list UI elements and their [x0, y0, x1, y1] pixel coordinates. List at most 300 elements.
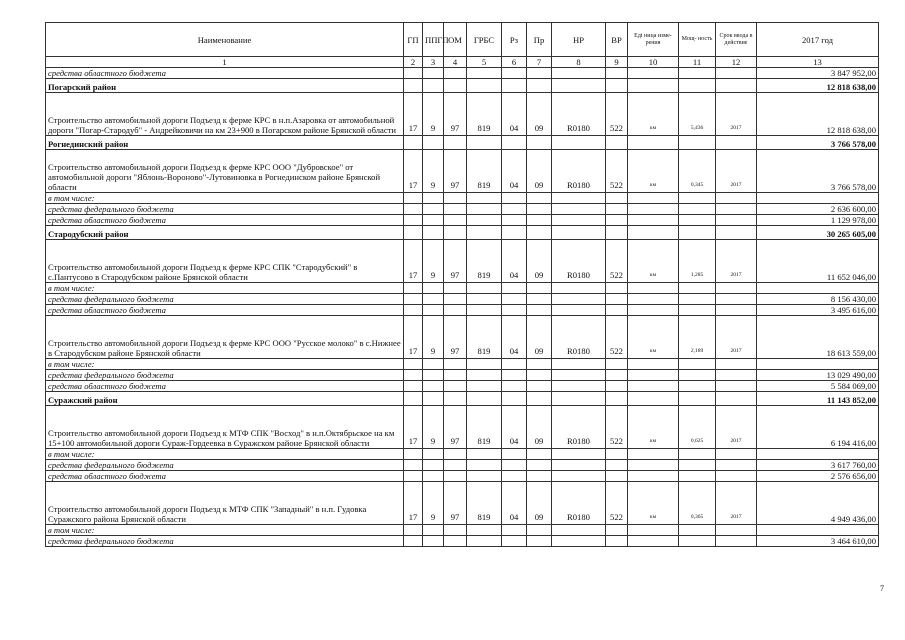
- empty-cell: [679, 68, 716, 79]
- row-amount: 5 584 069,00: [757, 381, 879, 392]
- empty-cell: [628, 215, 679, 226]
- empty-cell: [404, 215, 423, 226]
- header-power: Мощ- ность: [679, 23, 716, 57]
- cell-unit: км: [628, 406, 679, 449]
- cell-unit: км: [628, 150, 679, 193]
- empty-cell: [423, 193, 444, 204]
- empty-cell: [467, 381, 502, 392]
- empty-cell: [423, 525, 444, 536]
- empty-cell: [606, 136, 628, 150]
- empty-cell: [527, 392, 552, 406]
- row-name: средства федерального бюджета: [46, 204, 404, 215]
- empty-cell: [606, 68, 628, 79]
- cell-deadline: 2017: [716, 93, 757, 136]
- empty-cell: [444, 471, 467, 482]
- cell-vr: 522: [606, 316, 628, 359]
- cell-grbs: 819: [467, 150, 502, 193]
- project-row: [46, 93, 879, 136]
- empty-cell: [467, 68, 502, 79]
- table-row: [46, 283, 879, 294]
- row-name: средства областного бюджета: [46, 215, 404, 226]
- empty-cell: [423, 536, 444, 547]
- empty-cell: [628, 79, 679, 93]
- empty-cell: [527, 283, 552, 294]
- cell-om: 97: [444, 93, 467, 136]
- empty-cell: [404, 471, 423, 482]
- empty-cell: [679, 460, 716, 471]
- empty-cell: [628, 460, 679, 471]
- cell-rz: 04: [502, 150, 527, 193]
- empty-cell: [716, 370, 757, 381]
- cell-grbs: 819: [467, 240, 502, 283]
- empty-cell: [606, 359, 628, 370]
- empty-cell: [423, 204, 444, 215]
- empty-cell: [606, 460, 628, 471]
- row-name: Строительство автомобильной дороги Подъезд к ферме КРС ООО "Русское молоко" в с.Нижнее в Стародубском районе Брянской области: [46, 316, 404, 359]
- row-name: Погарский район: [46, 79, 404, 93]
- cell-gp: 17: [404, 316, 423, 359]
- empty-cell: [606, 381, 628, 392]
- column-number: 10: [628, 57, 679, 68]
- project-row: [46, 150, 879, 193]
- cell-unit: км: [628, 240, 679, 283]
- cell-power: 0,625: [679, 406, 716, 449]
- empty-cell: [716, 204, 757, 215]
- empty-cell: [404, 449, 423, 460]
- table-row: [46, 381, 879, 392]
- cell-ppgp: 9: [423, 240, 444, 283]
- table-row: [46, 359, 879, 370]
- row-name: Строительство автомобильной дороги Подъезд к ферме КРС в н.п.Азаровка от автомобильной дороги "Погар-Стародуб" - Андрейковичи на км 23+900 в Погарском районе Брянской области: [46, 93, 404, 136]
- cell-vr: 522: [606, 482, 628, 525]
- header-gp: ГП: [404, 23, 423, 57]
- empty-cell: [502, 381, 527, 392]
- empty-cell: [502, 536, 527, 547]
- empty-cell: [606, 193, 628, 204]
- header-year: 2017 год: [757, 23, 879, 57]
- cell-nr: R0180: [552, 482, 606, 525]
- cell-ppgp: 9: [423, 482, 444, 525]
- empty-cell: [404, 381, 423, 392]
- empty-cell: [467, 359, 502, 370]
- table-row: [46, 305, 879, 316]
- cell-pr: 09: [527, 316, 552, 359]
- empty-cell: [628, 305, 679, 316]
- header-pr: Пр: [527, 23, 552, 57]
- cell-pr: 09: [527, 406, 552, 449]
- row-name: в том числе:: [46, 193, 404, 204]
- empty-cell: [552, 359, 606, 370]
- empty-cell: [502, 193, 527, 204]
- cell-vr: 522: [606, 240, 628, 283]
- empty-cell: [716, 392, 757, 406]
- header-deadline: Срок ввода в действие: [716, 23, 757, 57]
- empty-cell: [716, 359, 757, 370]
- budget-table: [45, 22, 879, 547]
- cell-rz: 04: [502, 482, 527, 525]
- header-unit: Еді ница изме- рения: [628, 23, 679, 57]
- column-number: 6: [502, 57, 527, 68]
- empty-cell: [527, 79, 552, 93]
- empty-cell: [628, 449, 679, 460]
- empty-cell: [552, 79, 606, 93]
- row-name: средства федерального бюджета: [46, 294, 404, 305]
- empty-cell: [716, 471, 757, 482]
- empty-cell: [628, 370, 679, 381]
- empty-cell: [606, 79, 628, 93]
- project-row: [46, 482, 879, 525]
- empty-cell: [502, 305, 527, 316]
- cell-gp: 17: [404, 482, 423, 525]
- cell-om: 97: [444, 150, 467, 193]
- row-name: средства областного бюджета: [46, 305, 404, 316]
- empty-cell: [606, 471, 628, 482]
- empty-cell: [527, 536, 552, 547]
- empty-cell: [444, 68, 467, 79]
- row-name: Рогнединский район: [46, 136, 404, 150]
- row-name: Суражский район: [46, 392, 404, 406]
- cell-unit: км: [628, 316, 679, 359]
- empty-cell: [606, 283, 628, 294]
- cell-pr: 09: [527, 150, 552, 193]
- empty-cell: [552, 215, 606, 226]
- empty-cell: [679, 136, 716, 150]
- empty-cell: [502, 460, 527, 471]
- table-row: [46, 460, 879, 471]
- empty-cell: [679, 471, 716, 482]
- header-vr: ВР: [606, 23, 628, 57]
- empty-cell: [444, 536, 467, 547]
- empty-cell: [444, 136, 467, 150]
- column-number: 2: [404, 57, 423, 68]
- row-amount: 13 029 490,00: [757, 370, 879, 381]
- empty-cell: [444, 460, 467, 471]
- cell-om: 97: [444, 406, 467, 449]
- empty-cell: [606, 392, 628, 406]
- empty-cell: [527, 68, 552, 79]
- district-row: [46, 136, 879, 150]
- column-number: 9: [606, 57, 628, 68]
- cell-grbs: 819: [467, 316, 502, 359]
- header-nr: НР: [552, 23, 606, 57]
- row-amount: 11 652 046,00: [757, 240, 879, 283]
- empty-cell: [423, 283, 444, 294]
- row-amount: 8 156 430,00: [757, 294, 879, 305]
- empty-cell: [444, 283, 467, 294]
- column-number: 13: [757, 57, 879, 68]
- empty-cell: [502, 68, 527, 79]
- empty-cell: [502, 215, 527, 226]
- empty-cell: [628, 204, 679, 215]
- empty-cell: [606, 215, 628, 226]
- cell-gp: 17: [404, 150, 423, 193]
- empty-cell: [628, 471, 679, 482]
- empty-cell: [404, 536, 423, 547]
- empty-cell: [423, 226, 444, 240]
- empty-cell: [404, 79, 423, 93]
- column-number: 12: [716, 57, 757, 68]
- empty-cell: [423, 359, 444, 370]
- empty-cell: [628, 392, 679, 406]
- empty-cell: [444, 370, 467, 381]
- empty-cell: [404, 204, 423, 215]
- empty-cell: [628, 525, 679, 536]
- empty-cell: [679, 294, 716, 305]
- empty-cell: [502, 79, 527, 93]
- cell-vr: 522: [606, 150, 628, 193]
- empty-cell: [467, 471, 502, 482]
- table-row: [46, 193, 879, 204]
- header-row: [46, 23, 879, 57]
- empty-cell: [606, 449, 628, 460]
- empty-cell: [552, 226, 606, 240]
- empty-cell: [679, 359, 716, 370]
- row-name: средства федерального бюджета: [46, 370, 404, 381]
- empty-cell: [552, 536, 606, 547]
- table-row: [46, 204, 879, 215]
- empty-cell: [423, 305, 444, 316]
- row-name: средства федерального бюджета: [46, 536, 404, 547]
- row-amount: 12 818 638,00: [757, 93, 879, 136]
- empty-cell: [444, 204, 467, 215]
- empty-cell: [606, 294, 628, 305]
- empty-cell: [423, 294, 444, 305]
- empty-cell: [679, 204, 716, 215]
- empty-cell: [552, 204, 606, 215]
- row-name: в том числе:: [46, 525, 404, 536]
- cell-gp: 17: [404, 406, 423, 449]
- cell-pr: 09: [527, 93, 552, 136]
- table-row: [46, 68, 879, 79]
- cell-nr: R0180: [552, 406, 606, 449]
- cell-ppgp: 9: [423, 316, 444, 359]
- row-amount: 3 766 578,00: [757, 150, 879, 193]
- row-amount: 6 194 416,00: [757, 406, 879, 449]
- empty-cell: [423, 449, 444, 460]
- cell-nr: R0180: [552, 240, 606, 283]
- empty-cell: [502, 359, 527, 370]
- empty-cell: [527, 460, 552, 471]
- empty-cell: [716, 283, 757, 294]
- empty-cell: [679, 449, 716, 460]
- empty-cell: [628, 226, 679, 240]
- row-amount: 3 617 760,00: [757, 460, 879, 471]
- row-amount: 3 495 616,00: [757, 305, 879, 316]
- cell-om: 97: [444, 482, 467, 525]
- cell-power: 1,285: [679, 240, 716, 283]
- empty-cell: [716, 460, 757, 471]
- empty-cell: [527, 294, 552, 305]
- row-amount: 2 576 656,00: [757, 471, 879, 482]
- cell-power: 0,345: [679, 150, 716, 193]
- empty-cell: [404, 525, 423, 536]
- empty-cell: [423, 68, 444, 79]
- district-row: [46, 79, 879, 93]
- empty-cell: [552, 136, 606, 150]
- district-row: [46, 392, 879, 406]
- empty-cell: [552, 305, 606, 316]
- cell-ppgp: 9: [423, 406, 444, 449]
- empty-cell: [527, 381, 552, 392]
- empty-cell: [444, 294, 467, 305]
- empty-cell: [444, 359, 467, 370]
- row-amount: 18 613 559,00: [757, 316, 879, 359]
- empty-cell: [552, 370, 606, 381]
- empty-cell: [444, 305, 467, 316]
- empty-cell: [444, 215, 467, 226]
- empty-cell: [628, 536, 679, 547]
- cell-deadline: 2017: [716, 316, 757, 359]
- empty-cell: [716, 68, 757, 79]
- cell-unit: км: [628, 482, 679, 525]
- empty-cell: [467, 136, 502, 150]
- row-amount: 1 129 978,00: [757, 215, 879, 226]
- empty-cell: [552, 471, 606, 482]
- project-row: [46, 240, 879, 283]
- cell-unit: км: [628, 93, 679, 136]
- row-name: в том числе:: [46, 449, 404, 460]
- empty-cell: [423, 471, 444, 482]
- header-grbs: ГРБС: [467, 23, 502, 57]
- empty-cell: [467, 283, 502, 294]
- empty-cell: [716, 226, 757, 240]
- table-row: [46, 370, 879, 381]
- cell-vr: 522: [606, 406, 628, 449]
- cell-gp: 17: [404, 93, 423, 136]
- column-number: 7: [527, 57, 552, 68]
- empty-cell: [679, 536, 716, 547]
- row-amount: [757, 359, 879, 370]
- cell-pr: 09: [527, 482, 552, 525]
- row-name: Строительство автомобильной дороги Подъезд к ферме КРС ООО "Дубровское" от автомобильной дороги "Яблонь-Вороново"-Лутовиновка в Рогнединском районе Брянской области: [46, 150, 404, 193]
- empty-cell: [716, 381, 757, 392]
- row-name: средства областного бюджета: [46, 68, 404, 79]
- empty-cell: [467, 215, 502, 226]
- header-name: Наименование: [46, 23, 404, 57]
- empty-cell: [502, 525, 527, 536]
- row-amount: 3 766 578,00: [757, 136, 879, 150]
- cell-deadline: 2017: [716, 406, 757, 449]
- empty-cell: [467, 204, 502, 215]
- empty-cell: [467, 193, 502, 204]
- column-number: 5: [467, 57, 502, 68]
- table-row: [46, 525, 879, 536]
- column-number: 1: [46, 57, 404, 68]
- cell-deadline: 2017: [716, 150, 757, 193]
- cell-nr: R0180: [552, 316, 606, 359]
- table-row: [46, 536, 879, 547]
- empty-cell: [404, 136, 423, 150]
- empty-cell: [628, 359, 679, 370]
- district-row: [46, 226, 879, 240]
- empty-cell: [628, 294, 679, 305]
- empty-cell: [527, 370, 552, 381]
- empty-cell: [444, 79, 467, 93]
- cell-gp: 17: [404, 240, 423, 283]
- empty-cell: [502, 370, 527, 381]
- empty-cell: [606, 305, 628, 316]
- empty-cell: [716, 525, 757, 536]
- empty-cell: [716, 449, 757, 460]
- empty-cell: [502, 449, 527, 460]
- empty-cell: [502, 294, 527, 305]
- cell-grbs: 819: [467, 406, 502, 449]
- empty-cell: [679, 525, 716, 536]
- empty-cell: [467, 226, 502, 240]
- table-row: [46, 294, 879, 305]
- page-number: 7: [880, 584, 884, 593]
- empty-cell: [404, 68, 423, 79]
- empty-cell: [467, 294, 502, 305]
- cell-rz: 04: [502, 93, 527, 136]
- empty-cell: [716, 215, 757, 226]
- table-body: [46, 68, 879, 547]
- header-om: ОМ: [444, 23, 467, 57]
- empty-cell: [423, 460, 444, 471]
- empty-cell: [552, 392, 606, 406]
- cell-grbs: 819: [467, 482, 502, 525]
- empty-cell: [552, 381, 606, 392]
- empty-cell: [502, 226, 527, 240]
- empty-cell: [628, 381, 679, 392]
- empty-cell: [502, 136, 527, 150]
- cell-deadline: 2017: [716, 482, 757, 525]
- row-name: Строительство автомобильной дороги Подъезд к ферме КРС СПК "Стародубский" в с.Пантусово в Стародубском районе Брянской области: [46, 240, 404, 283]
- empty-cell: [404, 193, 423, 204]
- empty-cell: [552, 193, 606, 204]
- empty-cell: [527, 305, 552, 316]
- cell-deadline: 2017: [716, 240, 757, 283]
- table-row: [46, 471, 879, 482]
- empty-cell: [502, 283, 527, 294]
- cell-rz: 04: [502, 240, 527, 283]
- row-amount: [757, 193, 879, 204]
- empty-cell: [716, 294, 757, 305]
- row-name: Стародубский район: [46, 226, 404, 240]
- project-row: [46, 406, 879, 449]
- empty-cell: [404, 392, 423, 406]
- empty-cell: [716, 305, 757, 316]
- row-amount: 11 143 852,00: [757, 392, 879, 406]
- empty-cell: [527, 471, 552, 482]
- row-amount: [757, 283, 879, 294]
- empty-cell: [527, 215, 552, 226]
- empty-cell: [606, 370, 628, 381]
- empty-cell: [606, 525, 628, 536]
- empty-cell: [423, 370, 444, 381]
- empty-cell: [444, 392, 467, 406]
- empty-cell: [404, 283, 423, 294]
- cell-ppgp: 9: [423, 150, 444, 193]
- empty-cell: [423, 381, 444, 392]
- empty-cell: [679, 392, 716, 406]
- row-name: средства областного бюджета: [46, 381, 404, 392]
- empty-cell: [423, 392, 444, 406]
- empty-cell: [527, 525, 552, 536]
- column-number: 8: [552, 57, 606, 68]
- header-rz: Рз: [502, 23, 527, 57]
- empty-cell: [527, 226, 552, 240]
- cell-rz: 04: [502, 316, 527, 359]
- empty-cell: [527, 449, 552, 460]
- empty-cell: [606, 204, 628, 215]
- empty-cell: [467, 525, 502, 536]
- empty-cell: [467, 79, 502, 93]
- column-number: 4: [444, 57, 467, 68]
- empty-cell: [404, 305, 423, 316]
- empty-cell: [716, 193, 757, 204]
- empty-cell: [423, 79, 444, 93]
